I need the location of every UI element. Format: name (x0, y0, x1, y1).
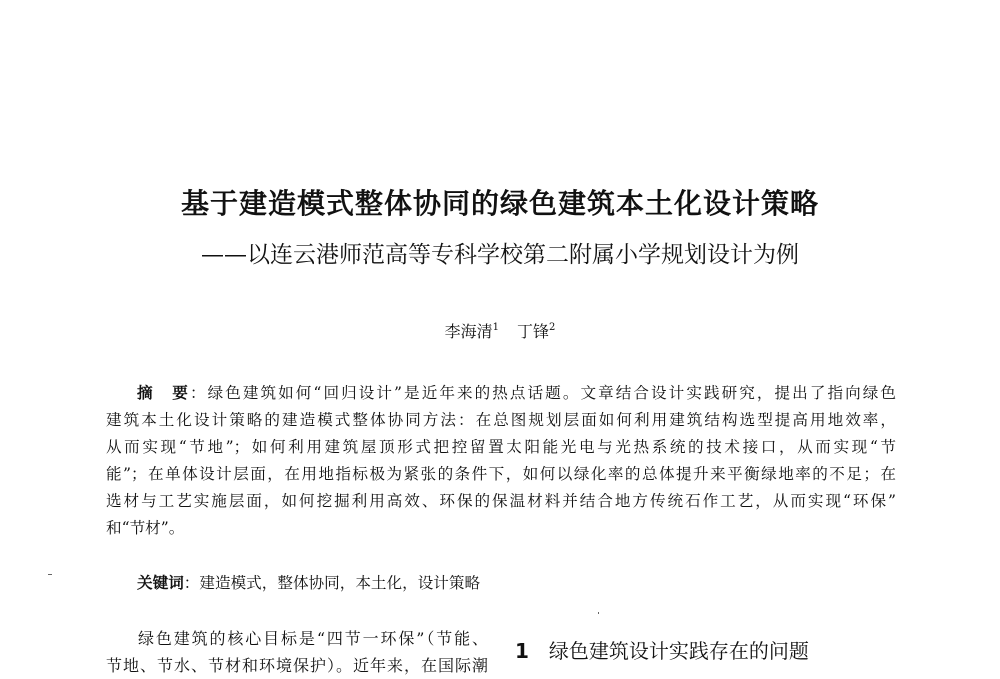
author-name: 丁锋 (517, 322, 550, 341)
scan-speck (48, 574, 52, 575)
author-name: 李海清 (444, 322, 493, 341)
paper-title: 基于建造模式整体协同的绿色建筑本土化设计策略 (180, 187, 819, 220)
author-affiliation: 2 (549, 322, 556, 333)
body-line: 绿色建筑的核心目标是“四节一环保”（节能、 (138, 629, 488, 648)
section-heading (515, 637, 809, 665)
abstract-line: 选材与工艺实施层面，如何挖掘利用高效、环保的保温材料并结合地方传统石作工艺，从而实现“环保” (106, 492, 896, 510)
abstract-label: 摘 要 (137, 384, 190, 402)
abstract (106, 380, 896, 542)
body-column-left (106, 625, 488, 679)
abstract-line: 建筑本土化设计策略的建造模式整体协同方法：在总图规划层面如何利用建筑结构选型提高用地效率， (106, 411, 896, 429)
abstract-line: 从而实现“节地”；如何利用建筑屋顶形式把控留置太阳能光电与光热系统的技术接口，从而实现“节 (106, 438, 896, 456)
abstract-line: 和“节材”。 (106, 519, 185, 537)
author-affiliation: 1 (492, 322, 499, 333)
paper-subtitle: ——以连云港师范高等专科学校第二附属小学规划设计为例 (201, 242, 799, 268)
author-list (0, 317, 1000, 343)
body-line: 节地、节水、节材和环境保护）。近年来，在国际潮 (106, 656, 488, 675)
keywords-text: ：建造模式，整体协同，本土化，设计策略 (183, 574, 481, 592)
section-title: 绿色建筑设计实践存在的问题 (548, 639, 809, 663)
keywords-label: 关键词 (137, 574, 184, 592)
scan-speck (598, 612, 599, 614)
abstract-line: 能”；在单体设计层面，在用地指标极为紧张的条件下，如何以绿化率的总体提升来平衡绿地率的不足；在 (106, 465, 896, 483)
section-number: 1 (515, 639, 529, 663)
abstract-line: 摘 要：绿色建筑如何“回归设计”是近年来的热点话题。文章结合设计实践研究，提出了指向绿色 (137, 384, 896, 402)
keywords (137, 571, 480, 595)
